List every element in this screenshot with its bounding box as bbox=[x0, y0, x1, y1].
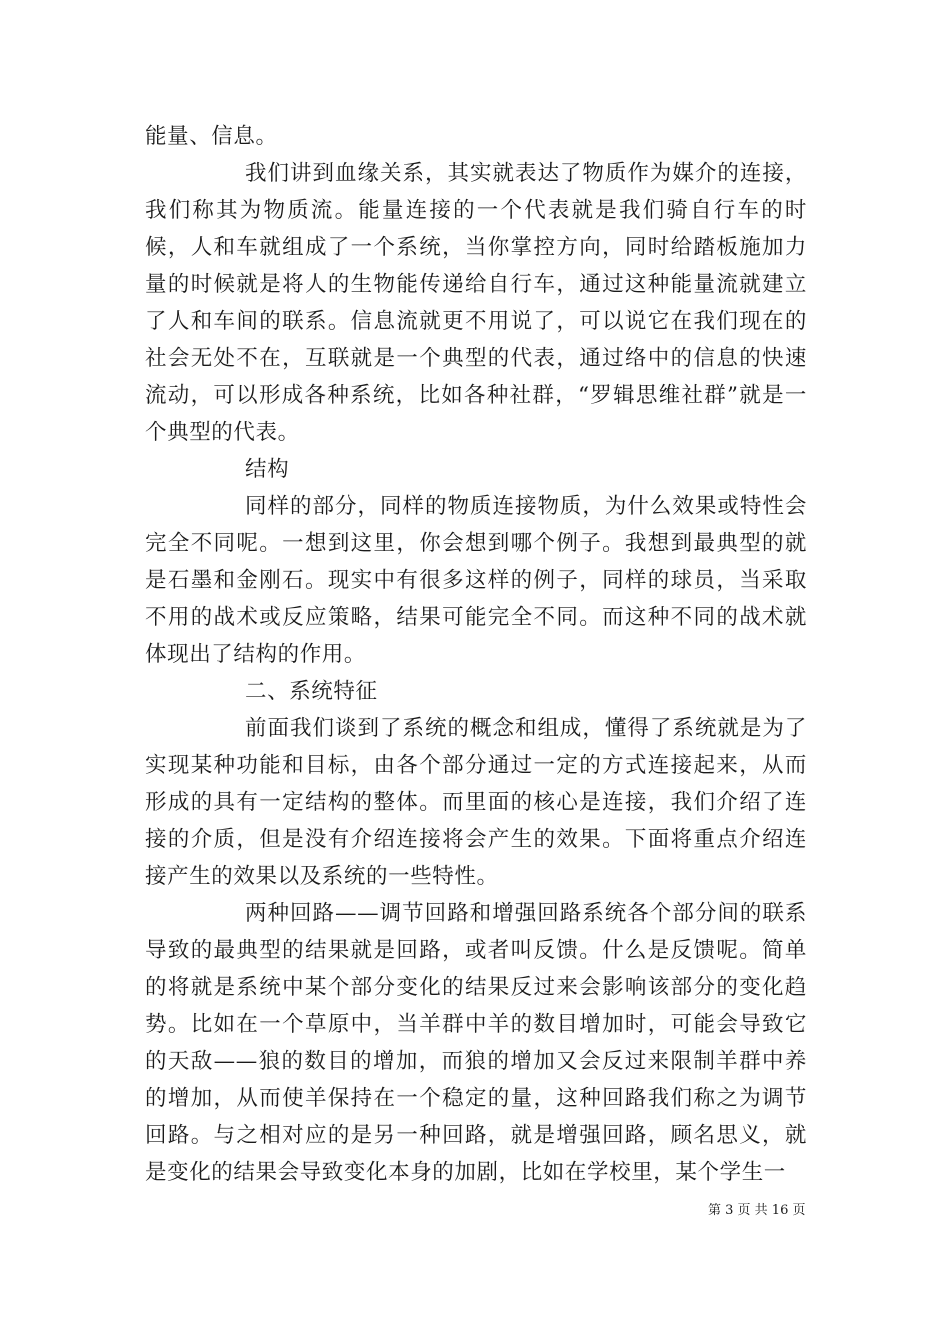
paragraph-feedback-loops: 两种回路——调节回路和增强回路系统各个部分间的联系导致的最典型的结果就是回路，或者叫反馈。什么是反馈呢。简单的将就是系统中某个部分变化的结果反过来会影响该部分的变化趋势。比如在一个草原中，当羊群中羊的数目增加时，可能会导致它的天敌——狼的数目的增加，而狼的增加又会反过来限制羊群中养的增加，从而使羊保持在一个稳定的量，这种回路我们称之为调节回路。与之相对应的是另一种回路，就是增强回路，顾名思义，就是变化的结果会导致变化本身的加剧，比如在学校里，某个学生一 bbox=[145, 901, 807, 1185]
page-number-footer: 第 3 页 共 16 页 bbox=[708, 1203, 806, 1218]
paragraph-structure: 同样的部分，同样的物质连接物质，为什么效果或特性会完全不同呢。一想到这里，你会想到哪个例子。我想到最典型的就是石墨和金刚石。现实中有很多这样的例子，同样的球员，当采取不用的战术或反应策略，结果可能完全不同。而这种不同的战术就体现出了结构的作用。 bbox=[145, 494, 807, 667]
heading-system-features: 二、系统特征 bbox=[245, 679, 378, 704]
page-body bbox=[145, 118, 807, 1191]
paragraph-system-features: 前面我们谈到了系统的概念和组成，懂得了系统就是为了实现某种功能和目标，由各个部分通过一定的方式连接起来，从而形成的具有一定结构的整体。而里面的核心是连接，我们介绍了连接的介质，但是没有介绍连接将会产生的效果。下面将重点介绍连接产生的效果以及系统的一些特性。 bbox=[145, 716, 807, 889]
paragraph-continuation: 能量、信息。 bbox=[145, 124, 278, 149]
heading-structure: 结构 bbox=[245, 457, 290, 482]
paragraph-flow-connections: 我们讲到血缘关系，其实就表达了物质作为媒介的连接，我们称其为物质流。能量连接的一个代表就是我们骑自行车的时候，人和车就组成了一个系统，当你掌控方向，同时给踏板施加力量的时候就是将人的生物能传递给自行车，通过这种能量流就建立了人和车间的联系。信息流就更不用说了，可以说它在我们现在的社会无处不在，互联就是一个典型的代表，通过络中的信息的快速流动，可以形成各种系统，比如各种社群，“罗辑思维社群”就是一个典型的代表。 bbox=[145, 161, 807, 445]
